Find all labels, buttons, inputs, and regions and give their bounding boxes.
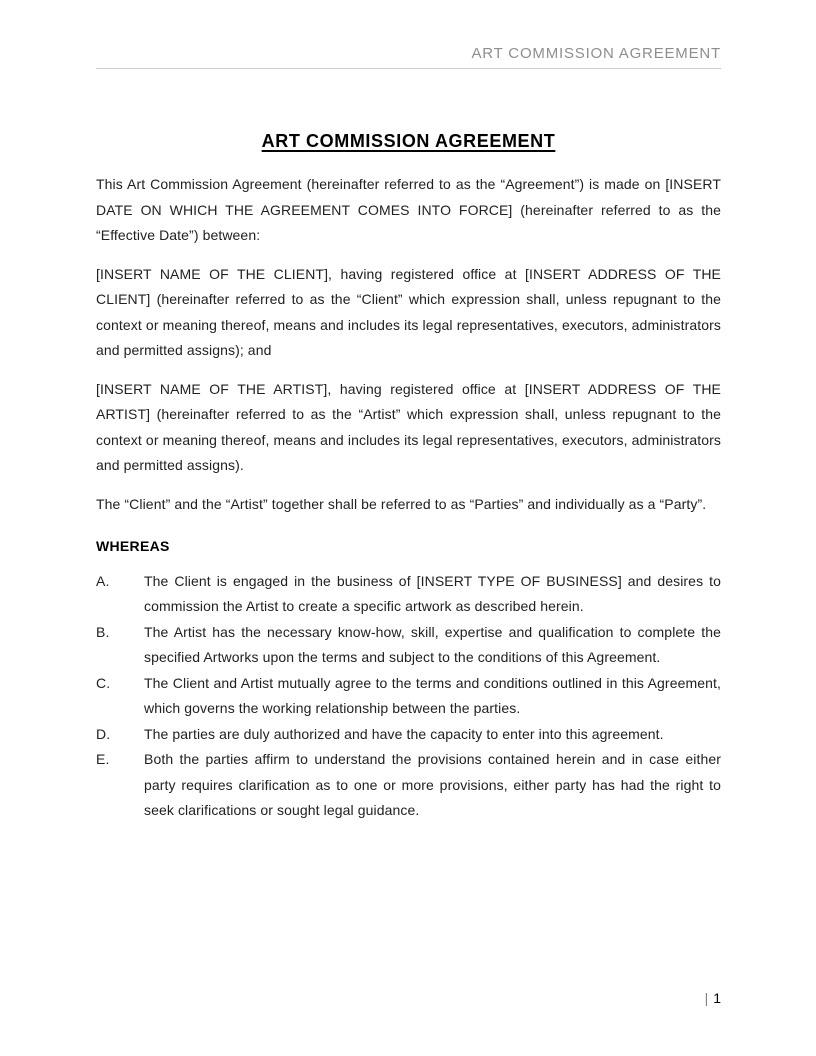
footer-separator: | bbox=[704, 990, 709, 1006]
recital-item-e bbox=[96, 747, 721, 824]
paragraph-client: [INSERT NAME OF THE CLIENT], having registered office at [INSERT ADDRESS OF THE CLIENT] (hereinafter referred to as the “Client” which expression shall, unless repugnant to the context or meaning thereof, means and includes its legal representatives, executors, administrators and permitted assigns); and bbox=[96, 265, 721, 358]
paragraph-parties: The “Client” and the “Artist” together shall be referred to as “Parties” and individually as a “Party”. bbox=[96, 495, 707, 512]
paragraph-artist: [INSERT NAME OF THE ARTIST], having registered office at [INSERT ADDRESS OF THE ARTIST] (hereinafter referred to as the “Artist” which expression shall, unless repugnant to the context or meaning thereof, means and includes its legal representatives, executors, administrators and permitted assigns). bbox=[96, 380, 721, 473]
document-title: ART COMMISSION AGREEMENT bbox=[261, 131, 556, 151]
recital-text: The Client and Artist mutually agree to the terms and conditions outlined in this Agreement, which governs the working relationship between the parties. bbox=[144, 674, 721, 716]
recital-text: Both the parties affirm to understand the provisions contained herein and in case either party requires clarification as to one or more provisions, either party has had the right to seek clarifications or sought legal guidance. bbox=[144, 751, 721, 818]
recital-marker: A. bbox=[96, 572, 110, 589]
recital-item-a bbox=[96, 569, 721, 620]
recital-text: The parties are duly authorized and have the capacity to enter into this agreement. bbox=[144, 725, 664, 742]
recital-marker: E. bbox=[96, 751, 110, 767]
recital-item-b bbox=[96, 620, 721, 671]
recital-text: The Artist has the necessary know-how, skill, expertise and qualification to complete the specified Artworks upon the terms and subject to the conditions of this Agreement. bbox=[144, 623, 721, 665]
page-number: 1 bbox=[713, 990, 721, 1006]
recital-marker: B. bbox=[96, 623, 110, 640]
running-header bbox=[96, 44, 721, 69]
recital-item-c bbox=[96, 671, 721, 722]
recital-marker: C. bbox=[96, 674, 111, 691]
running-header-text: ART COMMISSION AGREEMENT bbox=[471, 45, 721, 62]
paragraph-intro: This Art Commission Agreement (hereinafter referred to as the “Agreement”) is made on [INSERT DATE ON WHICH THE AGREEMENT COMES INTO FORCE] (hereinafter referred to as the “Effective Date”) between: bbox=[96, 176, 721, 243]
recital-item-d bbox=[96, 722, 721, 748]
whereas-heading: WHEREAS bbox=[96, 538, 170, 554]
recital-text: The Client is engaged in the business of [INSERT TYPE OF BUSINESS] and desires to commission the Artist to create a specific artwork as described herein. bbox=[144, 572, 721, 614]
recital-marker: D. bbox=[96, 725, 111, 742]
recitals-list bbox=[96, 569, 721, 824]
page-footer bbox=[705, 989, 721, 1007]
